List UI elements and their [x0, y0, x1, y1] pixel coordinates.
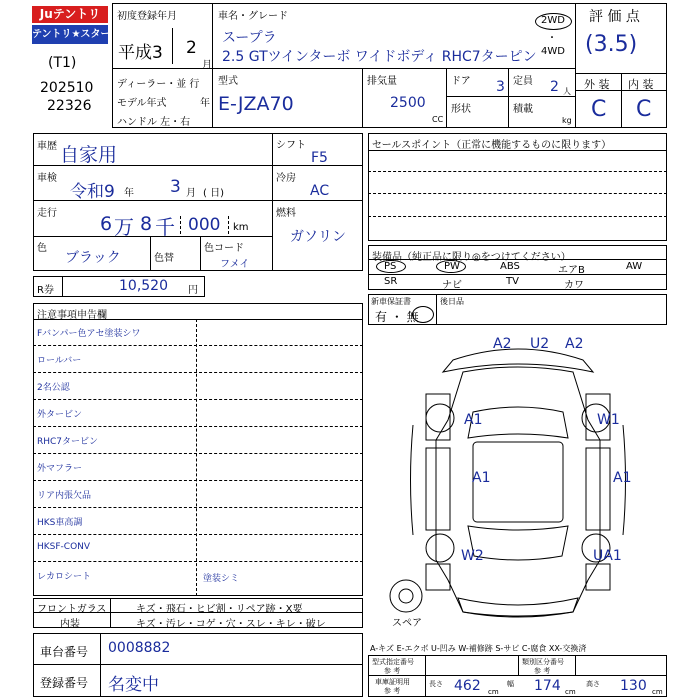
recycle-unit: 円: [188, 285, 198, 296]
height-value: 130: [620, 678, 647, 694]
equip-tv: TV: [506, 276, 519, 287]
drive-2wd: 2WD: [541, 15, 565, 26]
load-label: 積載: [513, 104, 533, 115]
km-unit: km: [233, 222, 249, 233]
equip-abs: ABS: [500, 261, 520, 272]
note-item: Fバンパー色アセ塗装シワ: [37, 329, 141, 339]
equip-leather: カワ: [564, 280, 584, 291]
damage-legend: A-キズ E-エクボ U-凹み W-補修跡 S-サビ C-腐食 XX-交換済: [370, 644, 587, 653]
mileage-label: 走行: [37, 208, 57, 219]
interior-label: 内 装: [628, 78, 654, 91]
inspection-label: 車検: [37, 173, 57, 184]
capacity-label: 定員: [513, 76, 533, 87]
aircon-label: 冷房: [276, 173, 296, 184]
grade: 2.5 GTツインターボ ワイドボディ RHC7ターピン: [222, 49, 537, 65]
recycle-label: R券: [37, 285, 54, 296]
note-item: RHC7タービン: [37, 437, 99, 447]
length-cm: cm: [488, 688, 499, 696]
glass-label: フロントガラス: [37, 604, 107, 615]
mileage-sen: 8: [140, 213, 153, 235]
fuel-label: 燃料: [276, 208, 296, 219]
equip-aw: AW: [626, 261, 643, 272]
kg-unit: kg: [562, 116, 572, 125]
vehicle-no-value: 0008882: [108, 640, 171, 656]
name-label: 車名・グレード: [218, 11, 288, 22]
registration-no-value: 名変中: [108, 675, 159, 695]
registration-no-label: 登録番号: [40, 676, 89, 690]
length-value: 462: [454, 678, 481, 694]
color-change-label: 色替: [154, 253, 174, 264]
inspection-year-unit: 年: [124, 188, 134, 199]
spare-label: スペア: [392, 618, 422, 629]
handle-label: ハンドル 左・右: [117, 117, 191, 128]
shift-value: F5: [311, 150, 328, 166]
equip-sr: SR: [384, 276, 398, 287]
equip-pw-circle: [436, 260, 466, 273]
aircon-value: AC: [310, 183, 330, 199]
displacement: 2500: [390, 95, 426, 111]
damage-mark: A1: [472, 470, 491, 486]
mileage-man: 6: [100, 213, 113, 235]
sales-points-title: セールスポイント（正常に機能するものに限ります）: [372, 140, 612, 151]
model-year-unit: 年: [200, 98, 210, 109]
displacement-label: 排気量: [367, 76, 397, 87]
inspection-month-unit: 月: [186, 188, 196, 199]
type-designation-sub: 参 考: [384, 667, 401, 675]
equipment-title: 装備品（純正品に限り◎をつけてください）: [372, 252, 571, 263]
usage-value: 自家用: [60, 144, 118, 166]
model-code: E-JZA70: [218, 93, 294, 115]
equip-ps-circle: [376, 260, 406, 273]
notes-title: 注意事項申告欄: [37, 310, 107, 321]
note-item-right: 塗装シミ: [203, 574, 240, 584]
doors: 3: [496, 79, 505, 95]
damage-mark: A1: [613, 470, 632, 486]
width-cm: cm: [565, 688, 576, 696]
first-reg-label: 初度登録年月: [117, 11, 177, 22]
drive-dot: ・: [547, 33, 557, 44]
logo-line1: Juテントリ: [32, 6, 108, 23]
capacity-unit: 人: [563, 87, 571, 96]
damage-mark: A2: [565, 336, 584, 352]
first-reg-month: 2: [186, 38, 197, 58]
mileage-rest: 000: [188, 215, 221, 235]
warranty-no-circle: [412, 306, 434, 323]
note-item: 外マフラー: [37, 464, 83, 474]
logo-line2: テントリ★スター: [32, 25, 108, 44]
warranty-label: 新車保証書: [371, 297, 411, 306]
damage-map: [368, 330, 667, 630]
note-item: 2名公認: [37, 383, 70, 393]
damage-mark: U2: [530, 336, 550, 352]
interior-value: キズ・汚レ・コゲ・穴・スレ・キレ・破レ: [136, 619, 326, 630]
vehicle-no-label: 車台番号: [40, 645, 89, 659]
width-label: 幅: [507, 680, 514, 688]
height-cm: cm: [652, 688, 663, 696]
dealer-label: ディーラー・並 行: [117, 79, 200, 90]
glass-value: キズ・飛石・ヒビ割・リペア跡・X要: [136, 604, 303, 615]
first-reg-month-unit: 月: [202, 60, 212, 71]
recycle-value: 10,520: [119, 278, 168, 294]
shape-label: 形状: [451, 104, 471, 115]
damage-mark: A1: [464, 412, 483, 428]
inspection-era: 令和9: [70, 182, 115, 202]
color-code-label: 色コード: [204, 243, 244, 254]
usage-label: 車歴: [37, 141, 57, 152]
length-label: 長さ: [429, 680, 443, 688]
note-item: ロールバー: [37, 356, 82, 366]
note-item: リア内張欠品: [37, 491, 92, 501]
car-name: スープラ: [222, 30, 277, 46]
eval-score: (3.5): [585, 32, 638, 57]
category-no-label: 類別区分番号: [522, 658, 564, 666]
fuel-value: ガソリン: [290, 229, 346, 245]
capacity: 2: [550, 79, 559, 95]
first-reg-era: 平成3: [118, 43, 163, 63]
doors-label: ドア: [451, 76, 471, 87]
eval-label: 評 価 点: [589, 9, 640, 25]
note-item: 外タービン: [37, 410, 83, 420]
category-no-sub: 参 考: [534, 667, 551, 675]
color-code: フメイ: [220, 259, 250, 270]
lot-code: (T1): [48, 55, 77, 71]
note-item: HKSF-CONV: [37, 542, 91, 552]
cert-label: 車庫証明用: [375, 678, 410, 686]
equip-navi: ナビ: [442, 280, 462, 291]
interior-grade: C: [636, 97, 652, 122]
equip-pw: PW: [444, 261, 460, 272]
damage-mark: A2: [493, 336, 512, 352]
width-value: 174: [534, 678, 561, 694]
shift-label: シフト: [276, 140, 306, 151]
drive-4wd: 4WD: [541, 46, 565, 57]
lot-number-1: 202510: [40, 80, 94, 96]
equipment-items: [368, 259, 667, 290]
inspection-day: ( 日): [203, 188, 224, 199]
logo: [32, 6, 111, 44]
equip-airbag: エアB: [558, 265, 585, 276]
damage-mark: UA1: [593, 548, 622, 564]
note-item: レカロシート: [37, 572, 92, 582]
type-designation-label: 型式指定番号: [372, 658, 414, 666]
cc-unit: CC: [432, 115, 444, 124]
exterior-label: 外 装: [584, 78, 610, 91]
color-label: 色: [37, 243, 47, 254]
interior-label: 内装: [60, 619, 80, 630]
height-label: 高さ: [586, 680, 600, 688]
exterior-grade: C: [591, 97, 607, 122]
damage-mark: W1: [597, 412, 620, 428]
cert-sub: 参 考: [384, 687, 401, 695]
color-value: ブラック: [65, 250, 121, 266]
notes-box: [33, 303, 363, 596]
warranty-value: 有 ・ 無: [375, 310, 419, 324]
lot-number-2: 22326: [47, 98, 92, 114]
manual-label: 後日品: [440, 297, 464, 306]
equip-ps: PS: [384, 261, 397, 272]
note-item: HKS車高調: [37, 518, 83, 528]
model-label: 型式: [218, 76, 238, 87]
damage-mark: W2: [461, 548, 484, 564]
mileage-man-unit: 万: [114, 215, 134, 239]
inspection-month: 3: [170, 177, 181, 197]
model-year-label: モデル年式: [117, 98, 167, 109]
mileage-sen-unit: 千: [155, 215, 175, 239]
